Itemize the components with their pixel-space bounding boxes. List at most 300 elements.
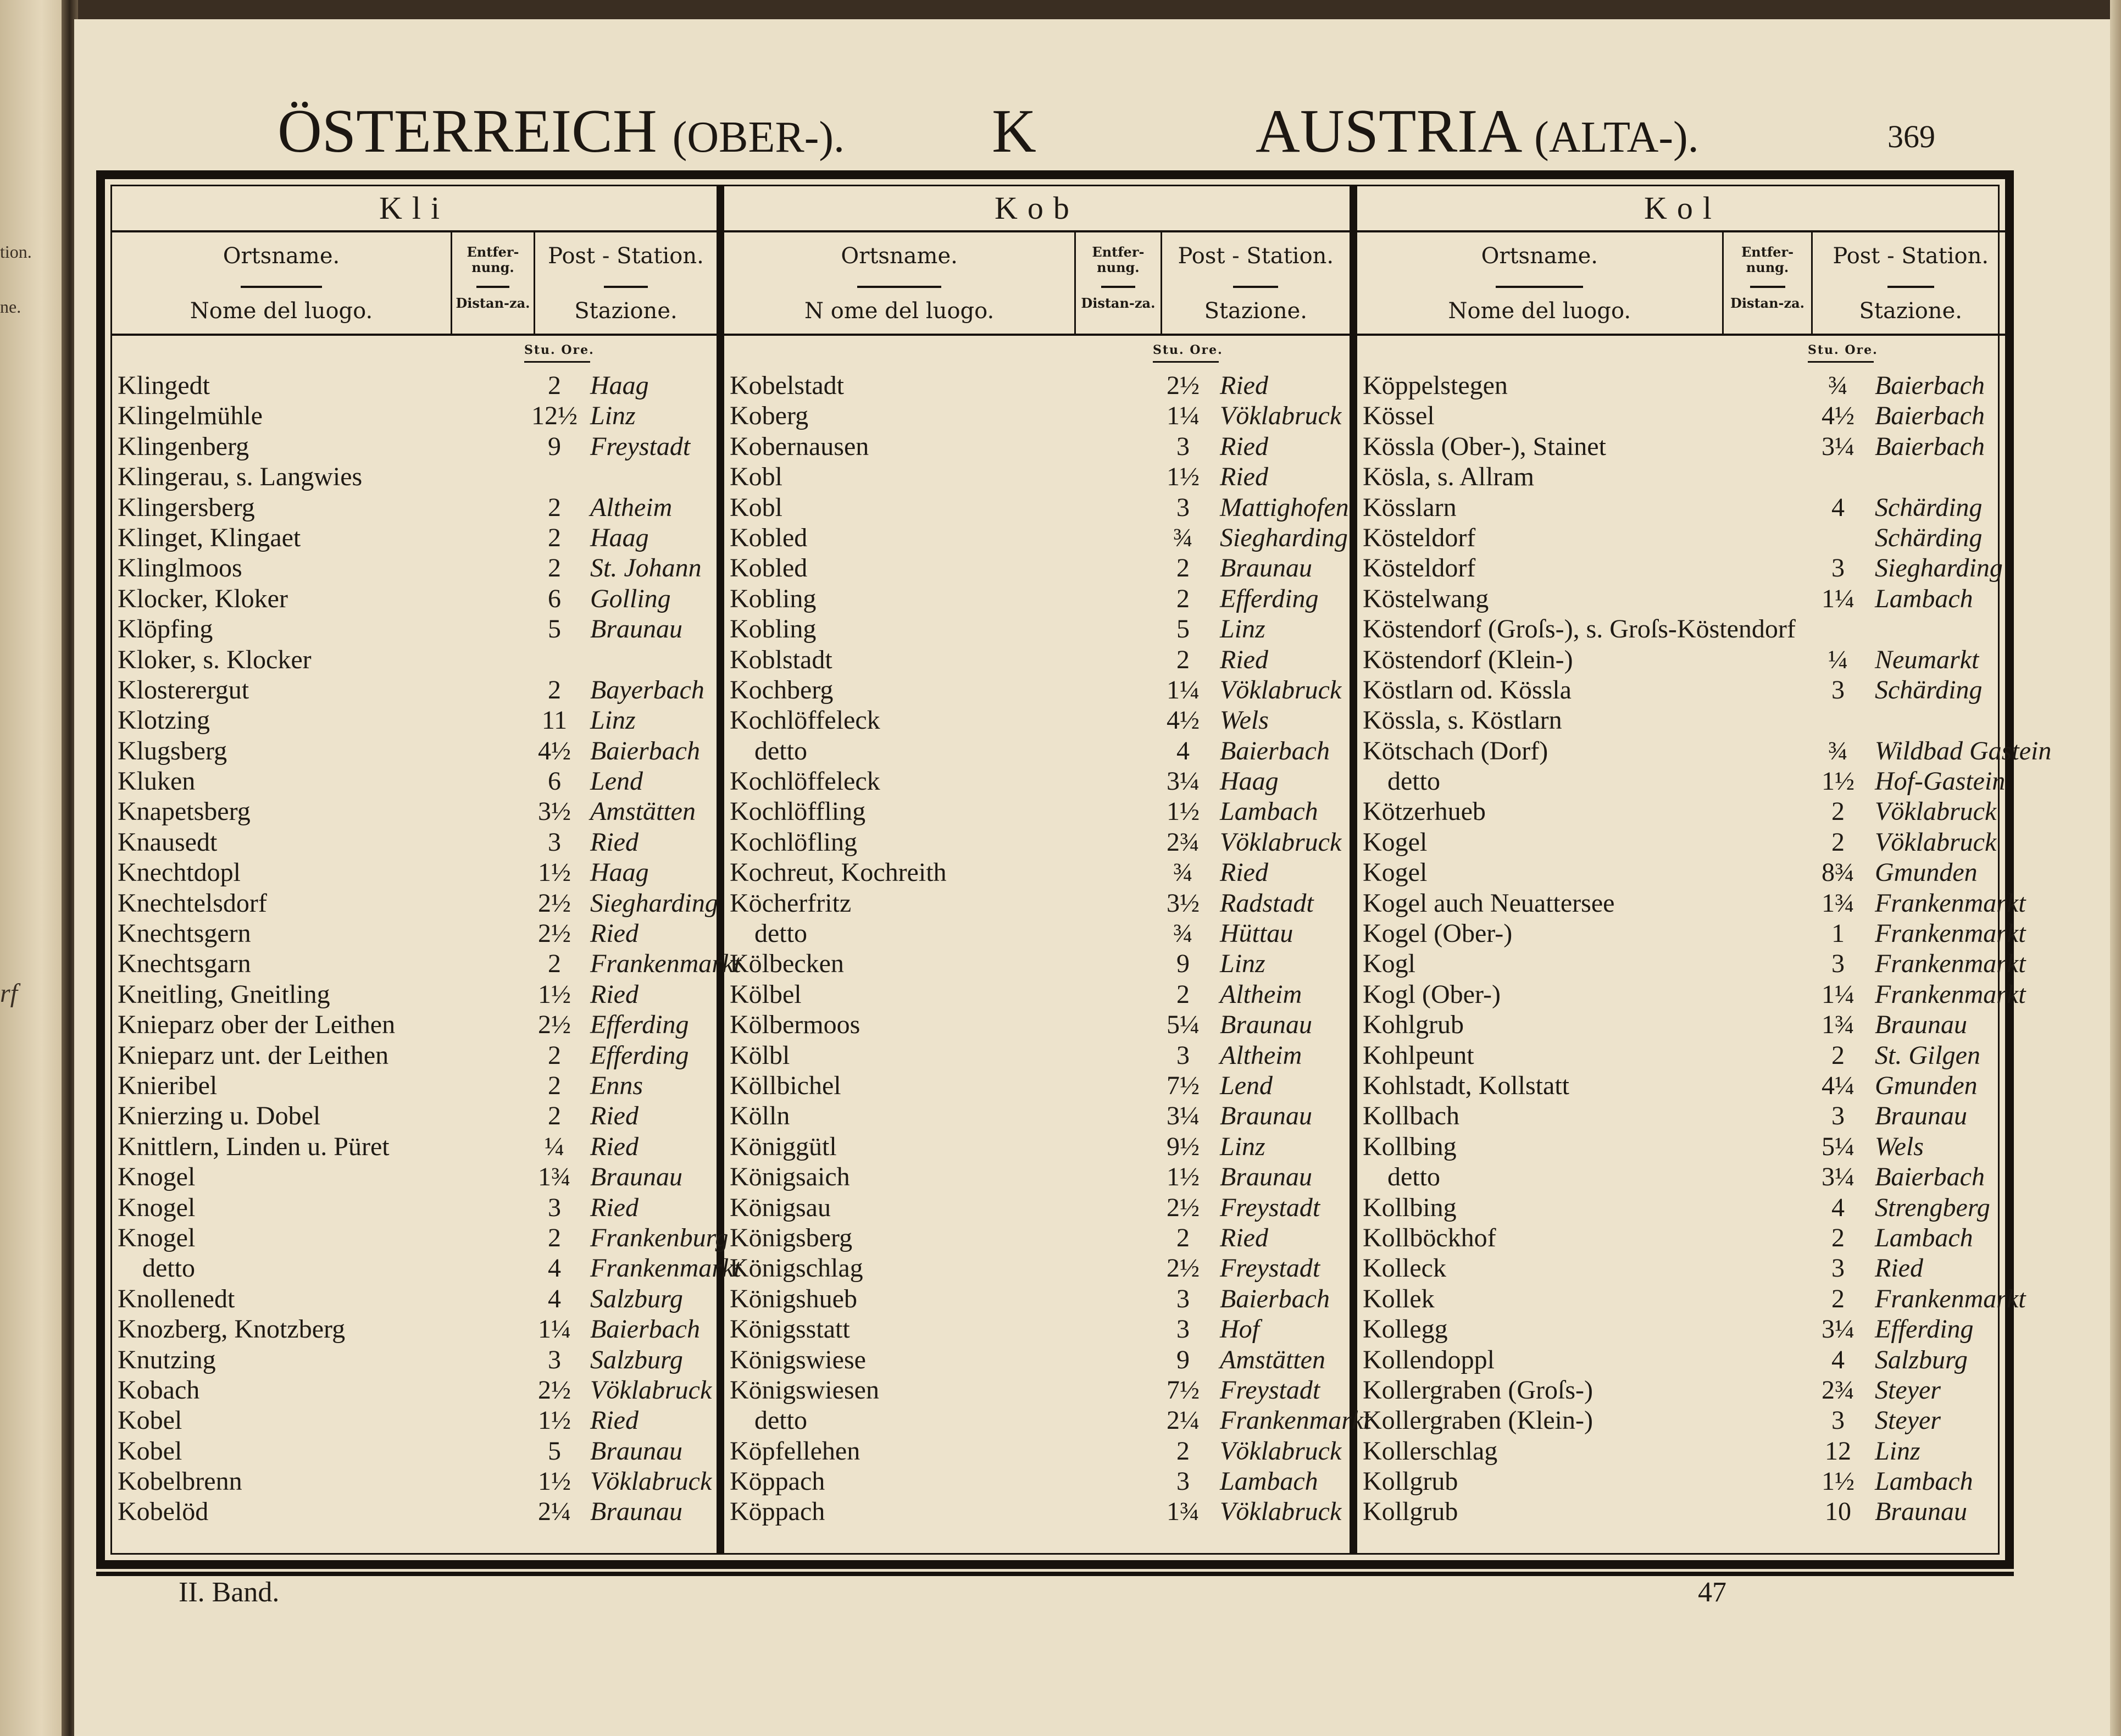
place-name: Kochlöffeleck: [730, 767, 880, 796]
table-row: [730, 827, 1350, 857]
distance: ¾: [1828, 736, 1848, 766]
distance: 11: [541, 706, 568, 735]
place-name: Klinglmoos: [118, 553, 242, 583]
header-place-name-de: Ortsname.: [1481, 243, 1598, 269]
place-name: Kochberg: [730, 675, 834, 705]
units-rule: [1153, 361, 1219, 363]
place-name: Köcherfritz: [730, 888, 852, 918]
post-station: Radstadt: [1220, 888, 1314, 918]
distance: 3: [1176, 1040, 1190, 1070]
table-row: [1363, 1345, 2008, 1375]
left-page-fragment: tion.: [0, 242, 32, 262]
page-number: 369: [1887, 119, 1935, 154]
header-distance-it: Distan-za.: [456, 295, 530, 311]
table-row: [118, 949, 741, 979]
post-station: Vöklabruck: [1220, 401, 1342, 431]
distance: 2: [548, 492, 561, 522]
post-station: Lambach: [1220, 1467, 1318, 1496]
distance: 1½: [1167, 797, 1200, 827]
table-row: [1363, 766, 2008, 796]
place-name: Kollgrub: [1363, 1497, 1458, 1527]
table-row: [730, 1284, 1350, 1314]
table-row: [730, 918, 1350, 949]
post-station: Hüttau: [1220, 919, 1293, 949]
table-row: [1363, 1253, 2008, 1283]
place-name: Kösteldorf: [1363, 523, 1476, 552]
place-name: Königsstatt: [730, 1315, 850, 1344]
place-name: Kobach: [118, 1375, 200, 1405]
column-divider: [1350, 186, 1357, 1553]
post-station: Efferding: [1875, 1315, 1974, 1344]
place-name: Köppach: [730, 1467, 825, 1496]
distance: 4: [1831, 1345, 1845, 1374]
table-row: [1363, 614, 2008, 644]
place-name: Kobled: [730, 553, 808, 583]
place-name: Klingedt: [118, 371, 210, 400]
post-station: Frankenmarkt: [1875, 1284, 2026, 1313]
header-place-name-de: Ortsname.: [841, 243, 958, 269]
place-name: detto: [754, 919, 807, 949]
place-name: Knittlern, Linden u. Püret: [118, 1132, 390, 1161]
table-row: [118, 1345, 717, 1375]
place-name: Knechtdopl: [118, 858, 241, 888]
distance: 1½: [1822, 1467, 1855, 1496]
table-row: [1363, 827, 2008, 857]
distance: 6: [548, 767, 561, 796]
distance: 4: [1831, 1193, 1845, 1222]
table-row: [1363, 1101, 2008, 1131]
distance: 4½: [538, 736, 571, 766]
gazetteer-table: [96, 170, 2052, 1569]
post-station: Braunau: [590, 1436, 682, 1466]
table-row: [1363, 857, 2008, 888]
distance: 2: [1176, 584, 1190, 613]
column-kob: [724, 186, 1371, 1553]
post-station: Amstätten: [1220, 1345, 1325, 1374]
distance: 12½: [531, 401, 578, 431]
place-name: Kloker, s. Klocker: [118, 645, 312, 674]
place-name: Kössla (Ober-), Stainet: [1363, 431, 1606, 461]
table-row: [730, 1010, 1350, 1040]
post-station: Strengberg: [1875, 1193, 1990, 1222]
table-row: [118, 1466, 717, 1496]
post-station: Ried: [1220, 858, 1268, 888]
table-row: [730, 1436, 1350, 1466]
header-place-name-it: N ome del luogo.: [804, 298, 995, 324]
distance: 1¼: [1167, 401, 1200, 431]
distance: 3: [1176, 492, 1190, 522]
distance: ¾: [1828, 371, 1848, 400]
post-station: St. Johann: [590, 553, 702, 583]
table-row: [730, 857, 1350, 888]
post-station: Baierbach: [1220, 736, 1330, 766]
post-station: Wels: [1875, 1132, 1924, 1161]
distance: 1¼: [538, 1315, 571, 1344]
distance: 3: [1176, 1467, 1190, 1496]
units-rule: [524, 361, 590, 363]
post-station: Hof: [1220, 1315, 1259, 1344]
post-station: Frankenmarkt: [1220, 1406, 1371, 1435]
distance: 3: [1831, 675, 1845, 705]
distance: 1: [1831, 919, 1845, 949]
table-row: [730, 1405, 1371, 1435]
distance: 2: [548, 371, 561, 400]
post-station: Lambach: [1220, 797, 1318, 827]
distance: 7½: [1167, 1375, 1200, 1405]
distance: 2: [548, 949, 561, 979]
post-station: Schärding: [1875, 675, 1983, 705]
post-station: Ried: [1220, 431, 1268, 461]
place-name: Klingelmühle: [118, 401, 263, 431]
distance: 2: [548, 675, 561, 705]
post-station: St. Gilgen: [1875, 1040, 1980, 1070]
place-name: Knieparz ober der Leithen: [118, 1010, 396, 1040]
column-divider: [717, 186, 724, 1553]
post-station: Frankenmarkt: [590, 1254, 741, 1283]
table-row: [1363, 1405, 2008, 1435]
post-station: Freystadt: [1220, 1254, 1320, 1283]
distance: 1¼: [1822, 584, 1855, 613]
post-station: Braunau: [1220, 1162, 1312, 1192]
distance: 2½: [1167, 1254, 1200, 1283]
distance: 2½: [538, 1375, 571, 1405]
post-station: Baierbach: [590, 1315, 700, 1344]
header-place-name: [1357, 232, 1722, 334]
post-station: Lambach: [1875, 584, 1973, 613]
post-station: Schärding: [1875, 492, 1983, 522]
table-row: [730, 1466, 1350, 1496]
entry-list: [730, 370, 1371, 1527]
distance: 2: [1176, 979, 1190, 1009]
table-row: [730, 1193, 1350, 1223]
place-name: Königsaich: [730, 1162, 850, 1192]
place-name: Köstelwang: [1363, 584, 1489, 613]
post-station: Braunau: [1875, 1010, 1967, 1040]
post-station: Frankenmarkt: [1875, 888, 2026, 918]
title-left: [277, 96, 845, 167]
distance: 2: [548, 1101, 561, 1131]
post-station: Baierbach: [1220, 1284, 1330, 1313]
place-name: Klöpfing: [118, 614, 213, 644]
title-left-sub: (OBER-).: [672, 113, 845, 162]
post-station: Siegharding: [1220, 523, 1348, 552]
table-row: [118, 462, 717, 492]
table-row: [730, 645, 1350, 675]
place-name: Kollbing: [1363, 1132, 1457, 1161]
place-name: Knapetsberg: [118, 797, 251, 827]
distance: 3: [1831, 1254, 1845, 1283]
distance: 2: [1176, 645, 1190, 674]
distance: 1½: [1822, 767, 1855, 796]
post-station: Haag: [590, 371, 649, 400]
column-subheader: [112, 232, 717, 336]
table-row: [730, 736, 1350, 766]
place-name: Kollendoppl: [1363, 1345, 1495, 1374]
header-distance-it: Distan-za.: [1081, 295, 1156, 311]
table-row: [1363, 675, 2008, 705]
post-station: Siegharding: [1875, 553, 2003, 583]
place-name: Klugsberg: [118, 736, 227, 766]
post-station: Lend: [590, 767, 643, 796]
table-row: [118, 675, 717, 705]
post-station: Efferding: [590, 1010, 689, 1040]
table-row: [730, 675, 1350, 705]
post-station: Freystadt: [1220, 1375, 1320, 1405]
table-row: [118, 1314, 717, 1344]
header-post-station: [1813, 232, 2009, 334]
post-station: Linz: [1220, 614, 1265, 644]
table-row: [118, 857, 717, 888]
post-station: Haag: [590, 523, 649, 552]
table-row: [118, 918, 717, 949]
table-row: [730, 614, 1350, 644]
place-name: Kobernausen: [730, 431, 869, 461]
table-row: [730, 431, 1350, 462]
place-name: Königsau: [730, 1193, 831, 1222]
header-distance: [451, 232, 535, 334]
post-station: Linz: [590, 401, 636, 431]
distance: 3½: [538, 797, 571, 827]
post-station: Ried: [590, 1193, 638, 1222]
place-name: Königschlag: [730, 1254, 863, 1283]
distance: 2: [548, 523, 561, 552]
post-station: Linz: [590, 706, 636, 735]
place-name: Knozberg, Knotzberg: [118, 1315, 346, 1344]
post-station: Efferding: [590, 1040, 689, 1070]
distance: 4: [548, 1254, 561, 1283]
left-page-fragment: ne.: [0, 297, 21, 317]
table-row: [730, 1253, 1350, 1283]
table-row: [1363, 1496, 2008, 1527]
bottom-rule: [96, 1572, 2014, 1576]
table-row: [1363, 1040, 2008, 1071]
distance: 3¼: [1822, 1315, 1855, 1344]
distance: 2: [1176, 553, 1190, 583]
distance: 4: [1176, 736, 1190, 766]
table-row: [118, 888, 717, 918]
place-name: Kollböckhof: [1363, 1223, 1496, 1252]
table-row: [1363, 1162, 2008, 1192]
post-station: Lambach: [1875, 1467, 1973, 1496]
table-row: [730, 370, 1350, 401]
column-heading: Kob: [724, 186, 1350, 232]
table-row: [1363, 1010, 2008, 1040]
post-station: Linz: [1875, 1436, 1920, 1466]
place-name: Königgütl: [730, 1132, 837, 1161]
table-row: [1363, 1132, 2008, 1162]
post-station: Frankenburg: [590, 1223, 729, 1252]
volume-label: II. Band.: [179, 1577, 280, 1608]
post-station: Wildbad Gastein: [1875, 736, 2052, 766]
post-station: Salzburg: [1875, 1345, 1968, 1374]
post-station: Braunau: [590, 1162, 682, 1192]
post-station: Ried: [590, 827, 638, 857]
distance: 5: [1176, 614, 1190, 644]
table-row: [730, 523, 1350, 553]
table-row: [1363, 584, 2008, 614]
post-station: Hof-Gastein: [1875, 767, 2006, 796]
distance: 12: [1825, 1436, 1851, 1466]
post-station: Braunau: [590, 1497, 682, 1527]
place-name: Knechtsgarn: [118, 949, 251, 979]
table-row: [730, 979, 1350, 1010]
table-row: [118, 1162, 717, 1192]
column-heading: Kli: [112, 186, 717, 232]
table-row: [118, 1375, 717, 1405]
table-row: [118, 553, 717, 583]
table-row: [730, 1132, 1350, 1162]
distance: 3¼: [1167, 767, 1200, 796]
distance: 5: [548, 614, 561, 644]
header-rule: [1750, 286, 1785, 288]
post-station: Ried: [1875, 1254, 1923, 1283]
place-name: Klosterergut: [118, 675, 249, 705]
entry-list: [118, 370, 741, 1527]
table-row: [730, 1040, 1350, 1071]
post-station: Baierbach: [1875, 371, 1985, 400]
post-station: Gmunden: [1875, 1071, 1978, 1100]
table-row: [1363, 645, 2008, 675]
table-row: [730, 1314, 1350, 1344]
header-rule: [241, 286, 322, 288]
place-name: Kösteldorf: [1363, 553, 1476, 583]
post-station: Linz: [1220, 949, 1265, 979]
place-name: Kluken: [118, 767, 196, 796]
distance: 2¼: [1167, 1406, 1200, 1435]
distance: 6: [548, 584, 561, 613]
distance: 2½: [1167, 1193, 1200, 1222]
distance: 4¼: [1822, 1071, 1855, 1100]
table-row: [1363, 523, 2008, 553]
place-name: Köllbichel: [730, 1071, 841, 1100]
post-station: Braunau: [1875, 1497, 1967, 1527]
distance: 3: [548, 827, 561, 857]
table-row: [730, 462, 1350, 492]
distance: 1¼: [1167, 675, 1200, 705]
table-row: [1363, 1071, 2008, 1101]
distance: 3: [1176, 1315, 1190, 1344]
post-station: Ried: [1220, 1223, 1268, 1252]
table-row: [1363, 949, 2026, 979]
distance: 1¼: [1822, 979, 1855, 1009]
header-rule: [857, 286, 941, 288]
distance: 3¼: [1822, 1162, 1855, 1192]
post-station: Braunau: [1220, 1101, 1312, 1131]
post-station: Altheim: [1220, 1040, 1302, 1070]
distance-units: Stu. Ore.: [524, 343, 595, 357]
post-station: Baierbach: [1875, 431, 1985, 461]
post-station: Vöklabruck: [1875, 827, 1997, 857]
distance: 4: [548, 1284, 561, 1313]
post-station: Linz: [1220, 1132, 1265, 1161]
place-name: Kobelbrenn: [118, 1467, 242, 1496]
distance: 2½: [538, 1010, 571, 1040]
post-station: Efferding: [1220, 584, 1319, 613]
distance: 1½: [538, 1406, 571, 1435]
place-name: detto: [754, 1406, 807, 1435]
place-name: Köppelstegen: [1363, 371, 1508, 400]
post-station: Vöklabruck: [1220, 1436, 1342, 1466]
place-name: Kollbach: [1363, 1101, 1459, 1131]
distance: 4: [1831, 492, 1845, 522]
post-station: Frankenmarkt: [1875, 949, 2026, 979]
distance: 2: [1831, 1040, 1845, 1070]
header-rule: [1233, 286, 1278, 288]
table-row: [730, 1496, 1350, 1527]
post-station: Baierbach: [1875, 401, 1985, 431]
post-station: Vöklabruck: [1220, 675, 1342, 705]
header-post-station-it: Stazione.: [574, 298, 678, 324]
table-row: [1363, 796, 2008, 827]
table-row: [118, 492, 717, 523]
post-station: Vöklabruck: [1220, 827, 1342, 857]
place-name: Kollerschlag: [1363, 1436, 1498, 1466]
header-post-station-de: Post - Station.: [548, 243, 704, 269]
distance: 2¾: [1167, 827, 1200, 857]
table-row: [730, 766, 1350, 796]
distance: 3: [1831, 949, 1845, 979]
distance: 9½: [1167, 1132, 1200, 1161]
header-distance-de: Entfer-nung.: [1092, 244, 1145, 275]
distance: 1¾: [1822, 888, 1855, 918]
table-row: [1363, 979, 2026, 1010]
post-station: Altheim: [590, 492, 673, 522]
place-name: Köstlarn od. Kössla: [1363, 675, 1572, 705]
header-distance-de: Entfer-nung.: [467, 244, 519, 275]
place-name: Kogel: [1363, 827, 1428, 857]
place-name: Kochreut, Kochreith: [730, 858, 947, 888]
place-name: detto: [754, 736, 807, 766]
place-name: Knogel: [118, 1223, 196, 1252]
post-station: Vöklabruck: [1220, 1497, 1342, 1527]
table-row: [118, 401, 717, 431]
post-station: Ried: [590, 1406, 638, 1435]
place-name: Köpfellehen: [730, 1436, 860, 1466]
distance: 2: [1176, 1223, 1190, 1252]
table-row: [730, 949, 1350, 979]
post-station: Altheim: [1220, 979, 1302, 1009]
post-station: Ried: [1220, 371, 1268, 400]
place-name: Klingersberg: [118, 492, 255, 522]
distance: 1½: [1167, 462, 1200, 492]
table-row: [1363, 736, 2052, 766]
place-name: Kogel auch Neuattersee: [1363, 888, 1615, 918]
place-name: Köppach: [730, 1497, 825, 1527]
book-page: [74, 19, 2113, 1736]
table-row: [1363, 1375, 2008, 1405]
place-name: Kölbecken: [730, 949, 844, 979]
post-station: Ried: [590, 1101, 638, 1131]
place-name: Kochlöffeleck: [730, 706, 880, 735]
table-row: [118, 1223, 729, 1253]
header-distance-de: Entfer-nung.: [1741, 244, 1794, 275]
header-rule: [1496, 286, 1583, 288]
post-station: Ried: [590, 919, 638, 949]
header-place-name-it: Nome del luogo.: [1448, 298, 1631, 324]
table-row: [118, 1071, 717, 1101]
distance: ¾: [1173, 858, 1193, 888]
place-name: Knieparz unt. der Leithen: [118, 1040, 389, 1070]
place-name: Kötzerhueb: [1363, 797, 1486, 827]
header-place-name-it: Nome del luogo.: [190, 298, 373, 324]
table-row: [118, 370, 717, 401]
table-inner: [110, 185, 2052, 1555]
place-name: Kobled: [730, 523, 808, 552]
place-name: Kochlöffling: [730, 797, 866, 827]
left-page-edge: [0, 0, 69, 1736]
table-row: [1363, 1223, 2008, 1253]
place-name: Kölbel: [730, 979, 802, 1009]
